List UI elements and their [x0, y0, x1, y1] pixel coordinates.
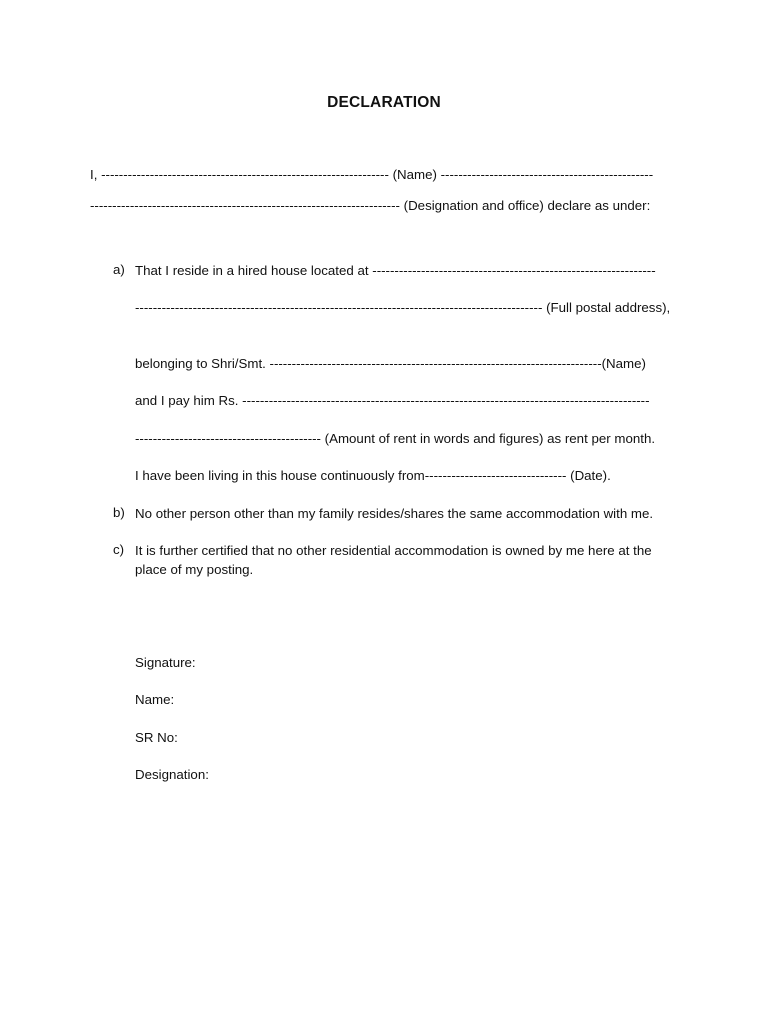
item-a-postal-address-line: -------------------------------------------------------------------------------------------- (Full postal address),: [135, 300, 671, 315]
item-a-owner-line: belonging to Shri/Smt. ---------------------------------------------------------------------------(Name): [135, 356, 646, 371]
page-title: DECLARATION: [327, 94, 441, 111]
item-b-marker: b): [113, 505, 125, 520]
intro-name-line: I, ----------------------------------------------------------------- (Name) ------------------------------------------------: [90, 167, 654, 182]
sr-no-label: SR No:: [135, 730, 178, 745]
item-a-date-line: I have been living in this house continuously from-------------------------------- (Date).: [135, 468, 611, 483]
item-c-text: It is further certified that no other residential accommodation is owned by me here at the place of my posting.: [135, 543, 652, 577]
item-a-rent-line: and I pay him Rs. --------------------------------------------------------------------------------------------: [135, 393, 650, 408]
designation-label: Designation:: [135, 767, 209, 782]
item-a-address-line: That I reside in a hired house located at ----------------------------------------------------------------: [135, 263, 656, 278]
name-label: Name:: [135, 692, 175, 707]
item-a-marker: a): [113, 262, 125, 277]
item-a-rent-amount-line: ------------------------------------------ (Amount of rent in words and figures) as rent per month.: [135, 431, 656, 446]
intro-designation-line: ---------------------------------------------------------------------- (Designation and office) declare as under:: [90, 198, 651, 213]
item-c-marker: c): [113, 542, 125, 557]
item-b-text: No other person other than my family resides/shares the same accommodation with me.: [135, 506, 654, 521]
signature-label: Signature:: [135, 655, 196, 670]
